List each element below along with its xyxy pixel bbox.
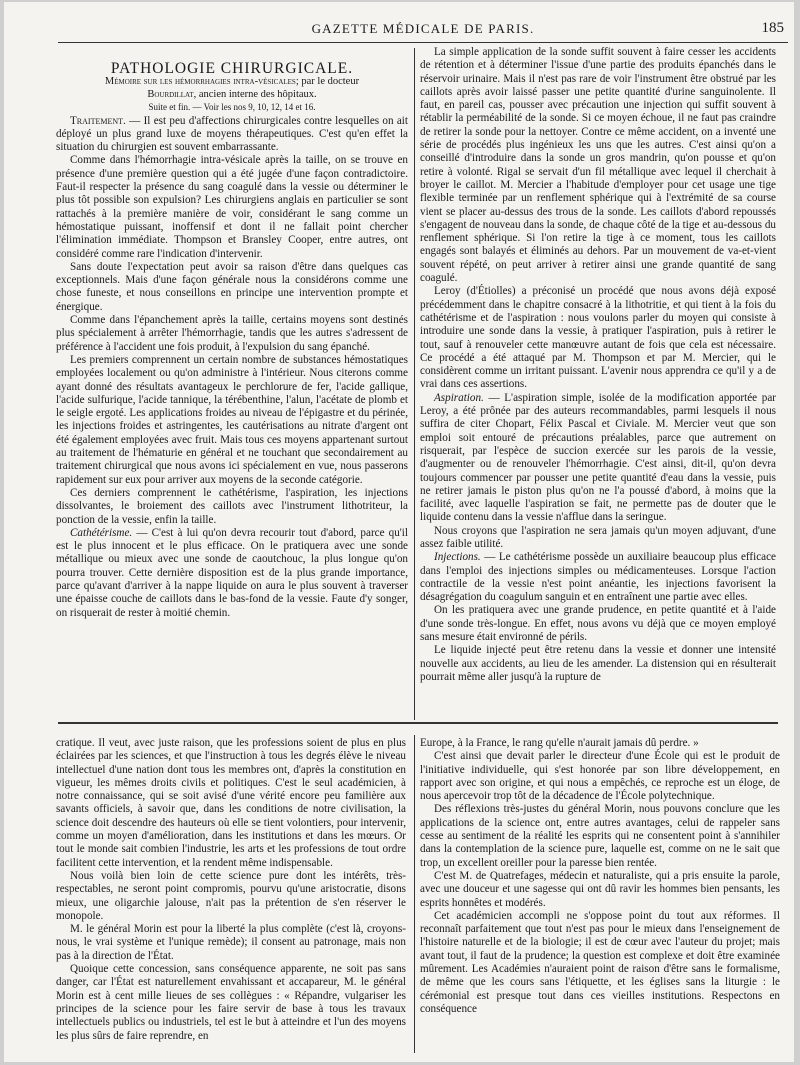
paragraph: Ces derniers comprennent le cathétérisme, l'aspiration, les injections dissolvantes, le broiement des caillots avec l'instrument lithotriteur, la ponction de la vessie, enfin la taille.: [56, 486, 408, 526]
paragraph: M. le général Morin est pour la liberté la plus complète (c'est là, croyons-nous, le vrai système et l'unique remède); il consent au patronage, mais non pas à la direction de l'État.: [56, 923, 406, 962]
paragraph: C'est M. de Quatrefages, médecin et naturaliste, qui a pris ensuite la parole, avec une douceur et une sagesse qui ont dû ravir les hommes bien pensants, les esprits honnêtes et modérés.: [420, 869, 780, 909]
aspiration-label: Aspiration.: [434, 391, 484, 404]
memoir-role: ancien interne des hôpitaux.: [196, 89, 317, 101]
memoir-author: Bourdillat,: [147, 89, 197, 101]
page-header: [58, 20, 788, 43]
paragraph: Le liquide injecté peut être retenu dans la vessie et donner une intensité nouvelle aux accidents, au lieu de les amender. La distension qui en résulterait pourrait même aller jusqu'à la rupture de: [420, 644, 776, 683]
column-divider-top: [414, 48, 415, 720]
paragraph: cratique. Il veut, avec juste raison, que les professions soient de plus en plus éclairées par les sciences, et que l'instruction à tous les degrés élève le niveau intellectuel d'une nation dont tous les membres ont, d'après la constitution en vigueur, les mêmes droits civils et politiques. C'est le seul académicien, à notre connaissance, qui se soit avisé d'une vérité encore peu familière aux savants officiels, à savoir que, dans les conditions de notre civilisation, la science doit descendre des hauteurs où elle se tient volontiers, pour intervenir, comme un moyen d'amélioration, dans les institutions et dans les mœurs. Or tout le monde sait combien l'industrie, les arts et les professions de tout ordre facilitent cette intervention, et la rendent même indispensable.: [56, 737, 406, 869]
paragraph: Sans doute l'expectation peut avoir sa raison d'être dans quelques cas exceptionnels. Mais d'une façon générale nous la considérons comme une chose funeste, et nous conseillons en principe une intervention prompte et énergique.: [56, 260, 408, 313]
memoir-heading: [56, 75, 408, 101]
paragraph: C'est ainsi que devait parler le directeur d'une École qui est le produit de l'initiative individuelle, qui s'est honorée par son libre développement, en rapport avec son origine, et qui nous a empêchés, ce reproche est un éloge, de nous apercevoir trop tôt de la décadence de l'École polytechnique.: [420, 750, 780, 803]
suite-note: Suite et fin. — Voir les nos 9, 10, 12, 14 et 16.: [148, 102, 316, 113]
paragraph: Leroy (d'Étiolles) a préconisé un procédé que nous avons déjà exposé précédemment dans le chapitre consacré à la lithotritie, et qui tient à la fois du cathétérisme et de l'aspiration : nous voulons parler du moyen qui consiste à introduire une sonde dans la vessie, à pratiquer l'aspiration, puis à retirer le tout, sauf à renouveler cette manœuvre autant de fois que cela est nécessaire. Ce procédé a été attaqué par M. Thompson et par M. Mercier, qui le considèrent comme un irritant puissant. L'avenir nous apprendra ce qu'il y a de vrai dans ces assertions.: [420, 285, 776, 391]
paragraph: Les premiers comprennent un certain nombre de substances hémostatiques employées localement ou qu'on administre à l'intérieur. Nous citerons comme ayant donné des résultats avantageux le perchlorure de fer, l'acide gallique, l'acide sulfurique, l'acide tannique, la térébenthine, l'alun, l'acétate de plomb et le seigle ergoté. Les applications froides au niveau de l'épigastre et du périnée, les injections froides et astringentes, les cautérisations au nitrate d'argent ont été également employées avec fruit. Mais tous ces moyens appartenant surtout au traitement de l'hématurie en général et ne touchant que secondairement au traitement chirurgical que nous avons ici spécialement en vue, nous passerons rapidement sur eux pour arriver aux moyens de la seconde catégorie.: [56, 353, 408, 486]
feuilleton-column-left: [56, 737, 406, 1053]
feuilleton-divider: [58, 722, 778, 724]
column-divider-bottom: [414, 735, 415, 1053]
paragraph: Nous voilà bien loin de cette science pure dont les intérêts, très-respectables, ne seront point compromis, pourvu qu'une aristocratie, disons mieux, une oligarchie jalouse, n'ait pas la prétention de s'en réserver le monopole.: [56, 869, 406, 922]
paragraph: Injections. — Le cathétérisme possède un auxiliaire beaucoup plus efficace dans l'emploi des injections simples ou médicamenteuses. Lorsque l'action contractile de la vessie n'est point anéantie, les injections favorisent la désagrégation du coagulum sanguin et en entraînent une partie avec elles.: [420, 551, 776, 604]
paragraph: On les pratiquera avec une grande prudence, en petite quantité et à l'aide d'une sonde très-longue. En effet, nous avons vu déjà que ce moyen employé sans mesure était environné de périls.: [420, 604, 776, 644]
feuilleton-column-right: [420, 737, 780, 1053]
paragraph: Traitement. — Il est peu d'affections chirurgicales contre lesquelles on ait déployé un plus grand luxe de moyens thérapeutiques. C'est qu'en effet la situation du chirurgien est souvent embarrassante.: [56, 114, 408, 154]
newspaper-page: [4, 2, 794, 1062]
paragraph: La simple application de la sonde suffit souvent à faire cesser les accidents de rétention et à déterminer l'issue d'une partie des produits épanchés dans le réservoir urinaire. Mais il n'est pas rare de voir l'instrument être obstrué par les caillots après avoir laissé passer une petite quantité d'urine sanguinolente. Il faut, en pareil cas, pousser avec précaution une injection qui suffit souvent à rétablir la perméabilité de la sonde. Si ce moyen échoue, il ne faut pas craindre de retirer la sonde pour la nettoyer. Contre ce même accident, on a inventé une série de procédés plus ingénieux les uns que les autres. C'est ainsi qu'on a conseillé d'introduire dans la sonde un gros mandrin, qu'on pousse et qu'on retire à volonté. Rigal se servait d'un fil métallique avec lequel il cherchait à broyer le caillot. M. Mercier a l'habitude d'employer pour cet usage une tige flexible terminée par un renflement sphérique qui à l'extrémité de sa course vient se placer au-dessus des trous de la sonde. Les caillots d'abord repoussés s'engagent de nouveau dans la sonde, de chaque côté de la tige et au-dessous du renflement sphérique. Si l'on retire la tige à ce moment, tous les caillots engagés sont balayés et éliminés au dehors. Par un mouvement de va-et-vient souvent répété, on peut arriver à retirer ainsi une grande quantité de sang coagulé.: [420, 46, 776, 285]
traitement-label: Traitement.: [70, 114, 126, 127]
article-column-right: [420, 46, 776, 722]
paragraph: Cet académicien accompli ne s'oppose point du tout aux réformes. Il reconnaît parfaitement que tout n'est pas pour le mieux dans l'enseignement de l'histoire naturelle et de la biologie; il est de cœur avec l'auteur du projet; mais avant tout, il faut de la prudence; la question est complexe et doit être examinée mûrement. Les Académies n'auraient point de raison d'être sans le formalisme, de même que les cours sans l'étiquette, et les églises sans la liturgie : le cérémonial est presque tout dans ces vieilles institutions. Respectons en conséquence: [420, 909, 780, 1015]
paragraph: Des réflexions très-justes du général Morin, nous pouvons conclure que les applications de la science ont, entre autres avantages, celui de rappeler sans cesse au sentiment de la réalité les esprits qui ne consentent point à s'annihiler dans la contemplation de la science pure, laquelle est, comme on ne le sait que trop, un excellent oreiller pour la paresse bien rentée.: [420, 803, 780, 869]
memoir-title: Mémoire sur les hémorrhagies intra-vésicales;: [104, 76, 299, 88]
paragraph: Cathétérisme. — C'est à lui qu'on devra recourir tout d'abord, parce qu'il est le plus innocent et le plus efficace. On le pratiquera avec une sonde métallique ou mieux avec une sonde de caoutchouc, la plus longue qu'on pourra trouver. Cette dernière disposition est de la plus grande importance, parce qu'avant d'arriver à la nappe liquide on aura le plus souvent à traverser une épaisse couche de caillots dans le bas-fond de la vessie. Faute d'y songer, on risquerait de rester à moitié chemin.: [56, 526, 408, 619]
paragraph: Aspiration. — L'aspiration simple, isolée de la modification apportée par Leroy, a été prônée par des auteurs recommandables, parmi lesquels il nous suffira de citer Chopart, Félix Pascal et Civiale. M. Mercier veut que son emploi soit entouré de précautions préalables, parce que autrement on risquerait, par l'espèce de succion exercée sur les parois de la vessie, d'augmenter ou de renouveler l'hémorrhagie. C'est ainsi, dit-il, qu'on devra toujours commencer par pousser une petite quantité d'eau dans la vessie, puis ne retirer jamais le piston plus qu'on ne l'a poussé d'abord, à moins que la facilité, avec laquelle l'aspiration se fait, ne permette pas de douter que le liquide contenu dans la vessie n'afflue dans la seringue.: [420, 391, 776, 524]
paragraph: Quoique cette concession, sans conséquence apparente, ne soit pas sans danger, car l'État est naturellement envahissant et accapareur, M. le général Morin est à cent mille lieues de ses collègues : « Répandre, vulgariser les principes de la science pour les faire servir de base à tous les travaux intellectuels publics ou industriels, tel est le but à atteindre et l'un des moyens les plus sûrs de faire reprendre, en: [56, 963, 406, 1042]
memoir-by: par le docteur: [298, 76, 360, 88]
article-column-left: [56, 62, 408, 712]
injections-label: Injections.: [434, 551, 481, 564]
section-title: PATHOLOGIE CHIRURGICALE.: [110, 60, 354, 77]
paragraph: Comme dans l'hémorrhagie intra-vésicale après la taille, on se trouve en présence d'une première question qui a été jugée d'une façon contradictoire. Faut-il respecter la présence du sang coagulé dans la vessie ou déterminer le plus tôt possible son expulsion? Les chirurgiens anglais en particulier se sont rattachés à la première manière de voir, considérant le sang comme un hémostatique puissant, inoffensif et dont il ne fallait point chercher l'élimination immédiate. Thompson et Bransley Cooper, entre autres, ont considéré comme rare l'indication d'intervenir.: [56, 154, 408, 260]
paragraph: Comme dans l'épanchement après la taille, certains moyens sont destinés plus spécialement à arrêter l'hémorrhagie, tandis que les autres s'adressent de préférence à l'accident une fois produit, à l'expulsion du sang épanché.: [56, 314, 408, 353]
paragraph: Europe, à la France, le rang qu'elle n'aurait jamais dû perdre. »: [420, 737, 699, 749]
paragraph: Nous croyons que l'aspiration ne sera jamais qu'un moyen adjuvant, d'une assez faible utilité.: [420, 524, 776, 550]
page-number: 185: [761, 20, 784, 36]
journal-title: GAZETTE MÉDICALE DE PARIS.: [311, 21, 535, 36]
catheterisme-label: Cathétérisme.: [70, 526, 133, 539]
